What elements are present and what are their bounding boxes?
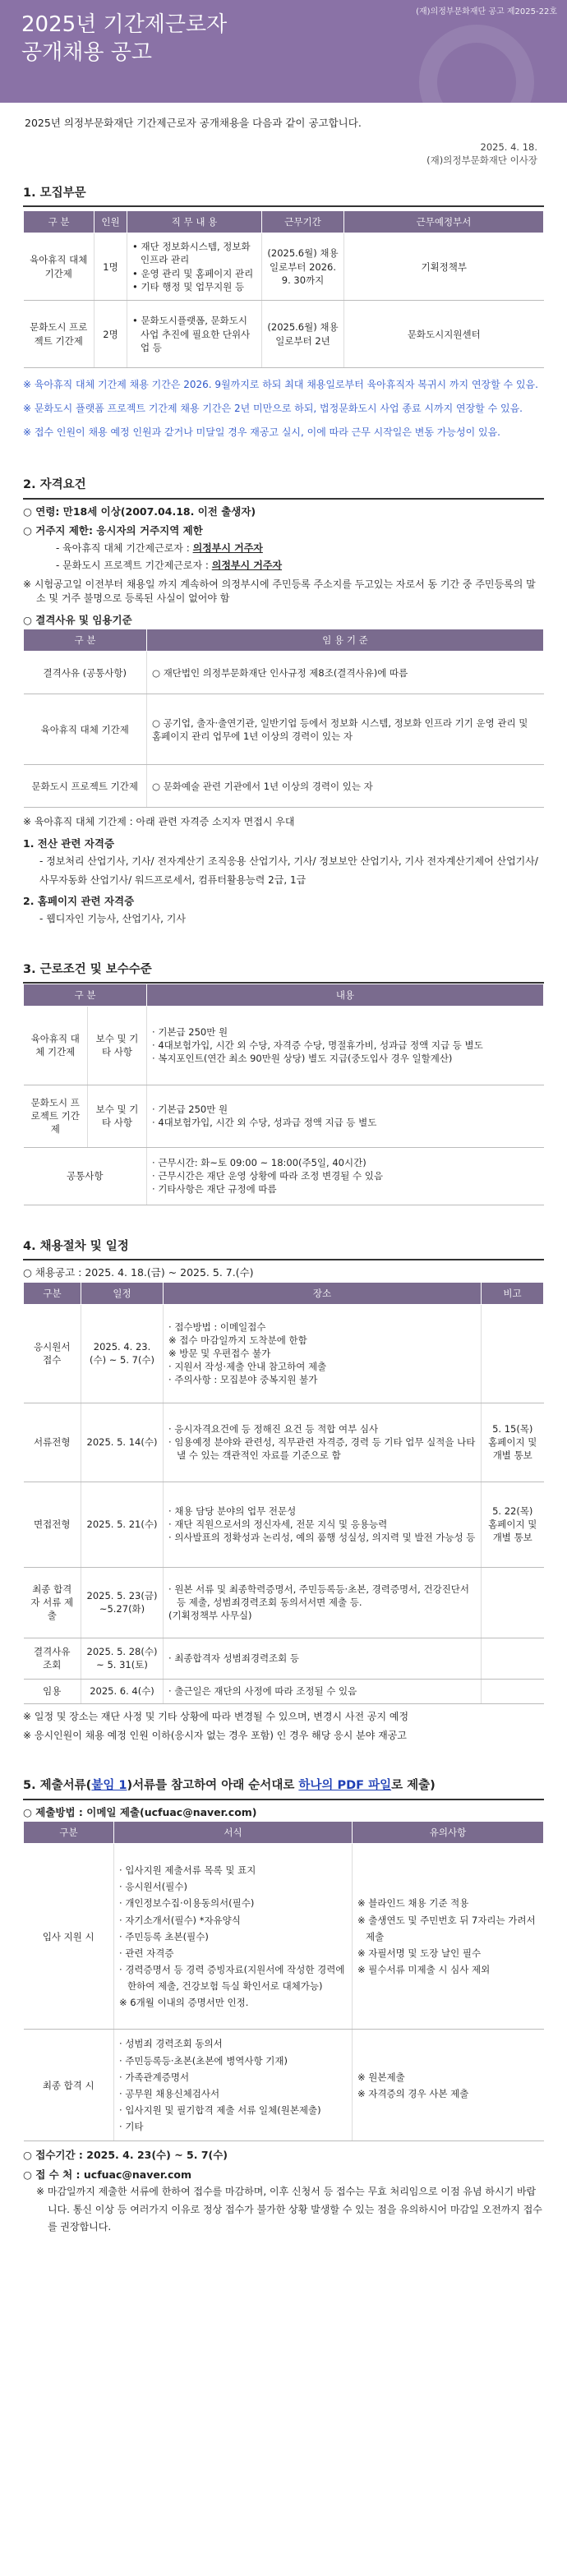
documents-table bbox=[23, 1821, 544, 2141]
pref-note: ※ 육아휴직 대체 기간제 : 아래 관련 자격증 소지자 면접시 우대 bbox=[23, 816, 295, 828]
list-item: · 응시자격요건에 등 정해진 요건 등 적합 여부 심사 bbox=[168, 1423, 379, 1435]
cell-div: 응시원서 접수 bbox=[24, 1304, 81, 1403]
note: ※ 일정 및 장소는 재단 사정 및 기타 상황에 따라 변경될 수 있으며, 변경시 사전 공지 예정 bbox=[23, 1710, 409, 1722]
note: ※ 문화도시 플랫폼 프로젝트 기간제 채용 기간은 2년 미만으로 하되, 법정문화도시 사업 종료 시까지 연장할 수 있음. bbox=[23, 402, 523, 414]
col-header: 임 용 기 준 bbox=[147, 629, 544, 652]
cell-text: ○ 재단법인 의정부문화재단 인사규정 제8조(결격사유)에 따름 bbox=[147, 652, 544, 694]
recruit-period: ○ 채용공고 : 2025. 4. 18.(금) ~ 2025. 5. 7.(수) bbox=[23, 1266, 254, 1279]
list-item: ※ 자격증의 경우 사본 제출 bbox=[357, 2087, 469, 2099]
list-item: ※ 필수서류 미제출 시 심사 제외 bbox=[357, 1963, 491, 1975]
submit-place: ○ 접 수 처 : ucfuac@naver.com bbox=[23, 2168, 191, 2181]
title-line1: 2025년 기간제근로자 bbox=[21, 12, 228, 37]
col-header: 구분 bbox=[24, 1822, 114, 1844]
cell-div: 문화도시 프로젝트 기간제 bbox=[24, 301, 94, 368]
list-item: · 지원서 작성·제출 안내 참고하여 제출 bbox=[168, 1361, 327, 1373]
list-item: · 최종합격자 성범죄경력조회 등 bbox=[168, 1652, 300, 1665]
cell-note bbox=[482, 1304, 544, 1403]
residence-line: - 문화도시 프로젝트 기간제근로자 : 의정부시 거주자 bbox=[56, 560, 283, 572]
col-header: 내용 bbox=[147, 984, 544, 1006]
col-header: 근무기간 bbox=[262, 210, 344, 233]
cell-items bbox=[147, 1006, 544, 1085]
cert-text: - 정보처리 산업기사, 기사/ 전자계산기 조직응용 산업기사, 기사/ 정보보안 산업기사, 기사 전자계산기제어 산업기사/ 사무자동화 산업기사/ 워드프로세서, 컴퓨터활용능력 2급, 1급 bbox=[39, 855, 538, 886]
section-conditions bbox=[0, 961, 567, 1205]
section-title: 3. 근로조건 및 보수수준 bbox=[23, 961, 544, 984]
list-item: · 기타 bbox=[119, 2121, 144, 2133]
section-title: 1. 모집부문 bbox=[23, 185, 544, 207]
list-item: · 개인정보수집·이용동의서(필수) bbox=[119, 1897, 255, 1910]
list-item: ※ 접수 마감일까지 도착분에 한함 bbox=[168, 1334, 307, 1347]
list-item: · 4대보험가입, 시간 외 수당, 성과급 정액 지급 등 별도 bbox=[152, 1117, 377, 1129]
list-item: · 경력증명서 등 경력 증빙자료(지원서에 작성한 경력에 한하여 제출, 건강보험 득실 확인서로 대체가능) bbox=[119, 1963, 345, 1993]
col-header: 유의사항 bbox=[353, 1822, 544, 1844]
submit-method: ○ 제출방법 : 이메일 제출(ucfuac@naver.com) bbox=[23, 1805, 257, 1818]
table-row bbox=[24, 1006, 544, 1085]
cell-items bbox=[147, 1085, 544, 1147]
cell-div: 육아휴직 대체 기간제 bbox=[24, 233, 94, 301]
title-line2: 공개채용 공고 bbox=[21, 39, 152, 65]
cell-notes bbox=[353, 1844, 544, 2030]
page-title bbox=[21, 12, 227, 67]
residence-line: - 육아휴직 대체 기간제근로자 : 의정부시 거주자 bbox=[56, 541, 263, 554]
cell-div: 육아휴직 대체 기간제 bbox=[24, 1006, 88, 1085]
list-item: · 근무시간: 화~토 09:00 ~ 18:00(주5일, 40시간) bbox=[152, 1157, 366, 1169]
col-header: 구 분 bbox=[24, 210, 94, 233]
cell-div: 문화도시 프로젝트 기간제 bbox=[24, 1085, 88, 1147]
list-item: · 관련 자격증 bbox=[119, 1947, 174, 1959]
disq-title: ○ 결격사유 및 임용기준 bbox=[23, 613, 132, 626]
table-row bbox=[24, 1147, 544, 1205]
cell-dept: 기획정책부 bbox=[344, 233, 544, 301]
list-item: · 가족관계증명서 bbox=[119, 2071, 190, 2083]
section-qualifications bbox=[0, 477, 567, 928]
list-item: ※ 방문 및 우편접수 불가 bbox=[168, 1348, 271, 1360]
list-item: · 복지포인트(연간 최소 90만원 상당) 별도 지급(중도입사 경우 일할계산) bbox=[152, 1053, 453, 1065]
col-header: 구 분 bbox=[24, 984, 147, 1006]
section-title: 2. 자격요건 bbox=[23, 477, 544, 499]
final-note: ※ 마감일까지 제출한 서류에 한하여 접수를 마감하며, 이후 신청서 등 접수는 무효 처리임으로 이점 유념 하시기 바랍니다. 통신 이상 등 여러가지 이유로 정상 접수가 불가한 상황 발생할 수 있는 점을 유의하시어 마감일 오전까지 접수를 권장합니다. bbox=[36, 2186, 542, 2233]
header-decoration bbox=[419, 25, 534, 103]
table-row bbox=[24, 1304, 544, 1403]
note: ※ 육아휴직 대체 기간제 채용 기간은 2026. 9월까지로 하되 최대 채용일로부터 육아휴직자 복귀시 까지 연장할 수 있음. bbox=[23, 379, 538, 391]
intro bbox=[0, 103, 567, 131]
cell-items bbox=[147, 1147, 544, 1205]
list-item: · 공무원 채용신체검사서 bbox=[119, 2087, 220, 2099]
table-row bbox=[24, 1403, 544, 1482]
list-item: (기획정책부 사무실) bbox=[168, 1610, 252, 1622]
conditions-table bbox=[23, 984, 544, 1205]
cell-num: 1명 bbox=[94, 233, 127, 301]
announce-org: (재)의정부문화재단 이사장 bbox=[426, 154, 537, 166]
list-item: ※ 출생연도 및 주민번호 뒤 7자리는 가려서 제출 bbox=[357, 1914, 536, 1942]
page-header bbox=[0, 0, 567, 103]
cell-note: 5. 22(목) 홈페이지 및 개별 통보 bbox=[482, 1482, 544, 1567]
cell-note bbox=[482, 1638, 544, 1679]
cell-items bbox=[164, 1679, 482, 1703]
table-row bbox=[24, 652, 544, 694]
cell-items bbox=[164, 1638, 482, 1679]
list-item: ※ 자필서명 및 도장 날인 필수 bbox=[357, 1947, 482, 1959]
cell-dept: 문화도시지원센터 bbox=[344, 301, 544, 368]
cell-div: 최종 합격 시 bbox=[24, 2030, 114, 2141]
cell-date: 2025. 4. 23.(수) ~ 5. 7(수) bbox=[81, 1304, 164, 1403]
list-item: · 성범죄 경력조회 동의서 bbox=[119, 2038, 223, 2050]
cell-div: 육아휴직 대체 기간제 bbox=[24, 694, 147, 765]
section-title: 4. 채용절차 및 일정 bbox=[23, 1238, 544, 1260]
col-header: 장소 bbox=[164, 1282, 482, 1304]
table-row bbox=[24, 765, 544, 808]
cell-div: 임용 bbox=[24, 1679, 81, 1703]
announce-date: 2025. 4. 18. bbox=[480, 141, 537, 153]
col-header: 비고 bbox=[482, 1282, 544, 1304]
cell-div: 공통사항 bbox=[24, 1147, 147, 1205]
section-procedure bbox=[0, 1238, 567, 1744]
cell-sub: 보수 및 기타 사항 bbox=[88, 1085, 147, 1147]
submit-period: ○ 접수기간 : 2025. 4. 23(수) ~ 5. 7(수) bbox=[23, 2149, 228, 2162]
table-row bbox=[24, 694, 544, 765]
notice-number: (재)의정부문화재단 공고 제2025-22호 bbox=[416, 7, 557, 16]
table-row bbox=[24, 1844, 544, 2030]
cell-note bbox=[482, 1679, 544, 1703]
cell-items bbox=[164, 1482, 482, 1567]
cell-div: 문화도시 프로젝트 기간제 bbox=[24, 765, 147, 808]
col-header: 근무예정부서 bbox=[344, 210, 544, 233]
list-item: · 주의사항 : 모집분야 중복지원 불가 bbox=[168, 1374, 318, 1386]
list-item: • 문화도시플랫폼, 문화도시사업 추진에 필요한 단위사업 등 bbox=[132, 315, 251, 353]
cell-items bbox=[114, 2030, 353, 2141]
cell-div: 최종 합격자 서류 제출 bbox=[24, 1567, 81, 1638]
cell-date: 2025. 5. 21(수) bbox=[81, 1482, 164, 1567]
table-row bbox=[24, 1085, 544, 1147]
section-recruitment bbox=[0, 185, 567, 445]
list-item: · 주민등록등·초본(초본에 병역사항 기재) bbox=[119, 2054, 288, 2067]
table-row bbox=[24, 2030, 544, 2141]
section-documents bbox=[0, 1777, 567, 2237]
cell-items bbox=[164, 1304, 482, 1403]
list-item: · 접수방법 : 이메일접수 bbox=[168, 1321, 266, 1334]
cell-items bbox=[164, 1567, 482, 1638]
col-header: 인원 bbox=[94, 210, 127, 233]
cell-note bbox=[482, 1567, 544, 1638]
disq-table bbox=[23, 629, 544, 808]
cell-text: ○ 문화예술 관련 기관에서 1년 이상의 경력이 있는 자 bbox=[147, 765, 544, 808]
list-item: • 기타 행정 및 업무지원 등 bbox=[132, 280, 245, 293]
cell-div: 결격사유 조회 bbox=[24, 1638, 81, 1679]
list-item: · 입사지원 및 필기합격 제출 서류 일체(원본제출) bbox=[119, 2104, 321, 2116]
col-header: 일정 bbox=[81, 1282, 164, 1304]
cell-items bbox=[164, 1403, 482, 1482]
list-item: · 기본급 250만 원 bbox=[152, 1104, 228, 1116]
age-requirement: ○ 연령: 만18세 이상(2007.04.18. 이전 출생자) bbox=[23, 505, 256, 518]
table-row bbox=[24, 233, 544, 301]
residence-requirement: ○ 거주지 제한: 응시자의 거주지역 제한 bbox=[23, 524, 203, 537]
list-item: · 기타사항은 재단 규정에 따름 bbox=[152, 1183, 277, 1196]
cell-note: 5. 15(목) 홈페이지 및 개별 통보 bbox=[482, 1403, 544, 1482]
cell-num: 2명 bbox=[94, 301, 127, 368]
col-header: 구분 bbox=[24, 1282, 81, 1304]
note: ※ 접수 인원이 채용 예정 인원과 같거나 미달일 경우 재공고 실시, 이에 따라 근무 시작일은 변동 가능성이 있음. bbox=[23, 426, 500, 438]
cell-duties bbox=[127, 301, 262, 368]
cell-div: 서류전형 bbox=[24, 1403, 81, 1482]
cell-date: 2025. 5. 14(수) bbox=[81, 1403, 164, 1482]
list-item: · 기본급 250만 원 bbox=[152, 1026, 228, 1039]
col-header: 서식 bbox=[114, 1822, 353, 1844]
table-row bbox=[24, 301, 544, 368]
table-row bbox=[24, 1567, 544, 1638]
list-item: ※ 6개월 이내의 증명서만 인정. bbox=[119, 1997, 249, 2009]
cell-date: 2025. 5. 28(수) ~ 5. 31(토) bbox=[81, 1638, 164, 1679]
cell-date: 2025. 6. 4(수) bbox=[81, 1679, 164, 1703]
list-item: · 주민등록 초본(필수) bbox=[119, 1930, 209, 1942]
residence-note: ※ 시험공고일 이전부터 채용일 까지 계속하여 의정부시에 주민등록 주소지를 두고있는 자로서 동 기간 중 주민등록의 말소 및 거주 불명으로 등록된 사실이 없어야 함 bbox=[23, 578, 536, 604]
list-item: · 의사발표의 정확성과 논리성, 예의 품행 성실성, 의지력 및 발전 가능성 등 bbox=[168, 1532, 476, 1544]
list-item: · 임용예정 분야와 관련성, 직무관련 자격증, 경력 등 기타 업무 실적을 나타낼 수 있는 객관적인 자료를 기준으로 함 bbox=[168, 1436, 476, 1462]
recruitment-table bbox=[23, 210, 544, 368]
list-item: • 재단 정보화시스템, 정보화 인프라 관리 bbox=[132, 241, 251, 266]
cell-div: 결격사유 (공통사항) bbox=[24, 652, 147, 694]
cell-sub: 보수 및 기타 사항 bbox=[88, 1006, 147, 1085]
cell-div: 입사 지원 시 bbox=[24, 1844, 114, 2030]
cell-div: 면접전형 bbox=[24, 1482, 81, 1567]
list-item: · 응시원서(필수) bbox=[119, 1881, 187, 1893]
col-header: 직 무 내 용 bbox=[127, 210, 262, 233]
table-row bbox=[24, 1679, 544, 1703]
table-row bbox=[24, 1638, 544, 1679]
list-item: • 운영 관리 및 홈페이지 관리 bbox=[132, 267, 254, 279]
cell-notes bbox=[353, 2030, 544, 2141]
cell-period: (2025.6월) 채용일로부터 2026. 9. 30까지 bbox=[262, 233, 344, 301]
cell-period: (2025.6월) 채용일로부터 2년 bbox=[262, 301, 344, 368]
cell-items bbox=[114, 1844, 353, 2030]
list-item: ※ 블라인드 채용 기준 적용 bbox=[357, 1897, 469, 1910]
list-item: ※ 원본제출 bbox=[357, 2071, 405, 2083]
col-header: 구 분 bbox=[24, 629, 147, 652]
list-item: · 원본 서류 및 최종학력증명서, 주민등록등·초본, 경력증명서, 건강진단서 등 제출, 성범죄경력조회 동의서서면 제출 등. bbox=[168, 1583, 470, 1609]
list-item: · 입사지원 제출서류 목록 및 표지 bbox=[119, 1864, 256, 1877]
list-item: · 재단 직원으로서의 정신자세, 전문 지식 및 응용능력 bbox=[168, 1518, 388, 1531]
list-item: · 4대보험가입, 시간 외 수당, 자격증 수당, 명절휴가비, 성과급 정액 지급 등 별도 bbox=[152, 1039, 483, 1052]
cell-text: ○ 공기업, 출자·출연기관, 일반기업 등에서 정보화 시스템, 정보화 인프라 기기 운영 관리 및 홈페이지 관리 업무에 1년 이상의 경력이 있는 자 bbox=[147, 694, 544, 765]
list-item: · 출근일은 재단의 사정에 따라 조정될 수 있음 bbox=[168, 1685, 357, 1698]
note: ※ 응시인원이 채용 예정 인원 이하(응시자 없는 경우 포함) 인 경우 해당 응시 분야 재공고 bbox=[23, 1729, 407, 1741]
cert-title: 2. 홈페이지 관련 자격증 bbox=[23, 894, 135, 907]
cell-duties bbox=[127, 233, 262, 301]
cert-title: 1. 전산 관련 자격증 bbox=[23, 836, 115, 850]
cert-text: - 웹디자인 기능사, 산업기사, 기사 bbox=[39, 913, 186, 925]
cell-date: 2025. 5. 23(금) ~5.27(화) bbox=[81, 1567, 164, 1638]
procedure-table bbox=[23, 1282, 544, 1704]
intro-text: 2025년 의정부문화재단 기간제근로자 공개채용을 다음과 같이 공고합니다. bbox=[25, 117, 362, 129]
list-item: · 근무시간은 재단 운영 상황에 따라 조정 변경될 수 있음 bbox=[152, 1170, 383, 1182]
section-title: 5. 제출서류(붙임 1)서류를 참고하여 아래 순서대로 하나의 PDF 파일로 제출) bbox=[23, 1777, 544, 1800]
list-item: · 채용 담당 분야의 업무 전문성 bbox=[168, 1505, 297, 1518]
table-row bbox=[24, 1482, 544, 1567]
list-item: · 자기소개서(필수) *자유양식 bbox=[119, 1914, 241, 1926]
